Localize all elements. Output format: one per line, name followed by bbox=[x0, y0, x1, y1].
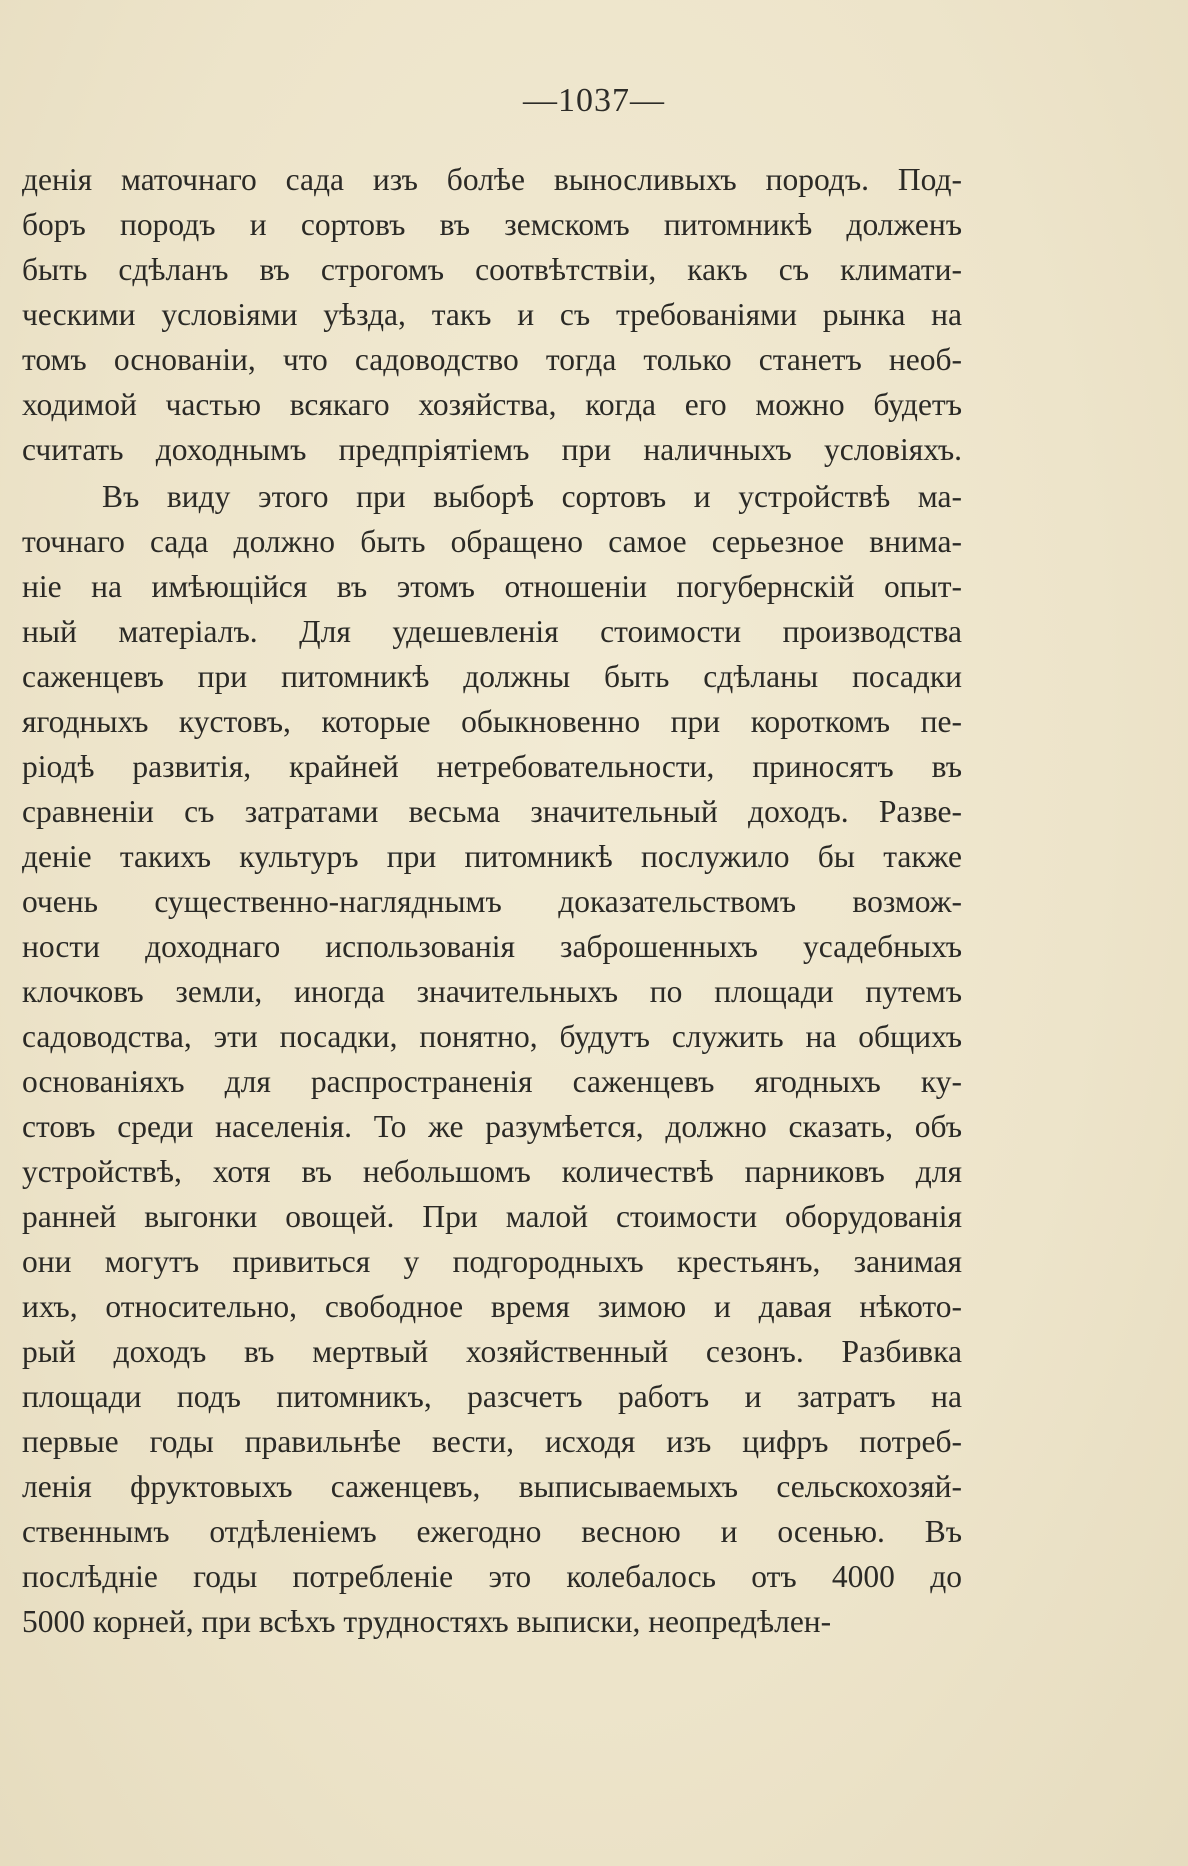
text-line: деніе такихъ культуръ при питомникѣ послужило бы также bbox=[22, 839, 962, 874]
text-line: ранней выгонки овощей. При малой стоимости оборудованія bbox=[22, 1199, 962, 1234]
text-line: ягодныхъ кустовъ, которые обыкновенно при короткомъ пе- bbox=[22, 704, 962, 739]
text-line: они могутъ привиться у подгородныхъ крестьянъ, занимая bbox=[22, 1244, 962, 1279]
text-line: ности доходнаго использованія заброшенныхъ усадебныхъ bbox=[22, 929, 962, 964]
text-line: клочковъ земли, иногда значительныхъ по площади путемъ bbox=[22, 974, 962, 1009]
paragraph-first-line: Въ виду этого при выборѣ сортовъ и устройствѣ ма- bbox=[102, 479, 962, 514]
text-line: садоводства, эти посадки, понятно, будутъ служить на общихъ bbox=[22, 1019, 962, 1054]
text-line: денія маточнаго сада изъ болѣе выносливыхъ породъ. Под- bbox=[22, 162, 962, 197]
text-line: ніе на имѣющійся въ этомъ отношеніи погубернскій опыт- bbox=[22, 569, 962, 604]
text-line: ріодѣ развитія, крайней нетребовательности, приносятъ въ bbox=[22, 749, 962, 784]
text-line: основаніяхъ для распространенія саженцевъ ягодныхъ ку- bbox=[22, 1064, 962, 1099]
text-line: считать доходнымъ предпріятіемъ при наличныхъ условіяхъ. bbox=[22, 432, 962, 467]
text-line: очень существенно-нагляднымъ доказательствомъ возмож- bbox=[22, 884, 962, 919]
text-line: первые годы правильнѣе вести, исходя изъ цифръ потреб- bbox=[22, 1424, 962, 1459]
text-line: рый доходъ въ мертвый хозяйственный сезонъ. Разбивка bbox=[22, 1334, 962, 1369]
text-line: ленія фруктовыхъ саженцевъ, выписываемыхъ сельскохозяй- bbox=[22, 1469, 962, 1504]
text-line: саженцевъ при питомникѣ должны быть сдѣланы посадки bbox=[22, 659, 962, 694]
text-line: площади подъ питомникъ, разсчетъ работъ и затратъ на bbox=[22, 1379, 962, 1414]
text-line: ный матеріалъ. Для удешевленія стоимости производства bbox=[22, 614, 962, 649]
text-line: боръ породъ и сортовъ въ земскомъ питомникѣ долженъ bbox=[22, 207, 962, 242]
text-line: ческими условіями уѣзда, такъ и съ требованіями рынка на bbox=[22, 297, 962, 332]
text-line: 5000 корней, при всѣхъ трудностяхъ выписки, неопредѣлен- bbox=[22, 1604, 832, 1639]
text-line: послѣдніе годы потребленіе это колебалось отъ 4000 до bbox=[22, 1559, 962, 1594]
text-line: ходимой частью всякаго хозяйства, когда его можно будетъ bbox=[22, 387, 962, 422]
body-text bbox=[22, 157, 962, 1644]
text-line: устройствѣ, хотя въ небольшомъ количествѣ парниковъ для bbox=[22, 1154, 962, 1189]
text-line: быть сдѣланъ въ строгомъ соотвѣтствіи, какъ съ климати- bbox=[22, 252, 962, 287]
text-line: томъ основаніи, что садоводство тогда только станетъ необ- bbox=[22, 342, 962, 377]
text-line: стовъ среди населенія. То же разумѣется, должно сказать, объ bbox=[22, 1109, 962, 1144]
text-line: сравненіи съ затратами весьма значительный доходъ. Разве- bbox=[22, 794, 962, 829]
text-line: ихъ, относительно, свободное время зимою и давая нѣкото- bbox=[22, 1289, 962, 1324]
page-number: —1037— bbox=[523, 82, 665, 119]
text-line: ственнымъ отдѣленіемъ ежегодно весною и осенью. Въ bbox=[22, 1514, 962, 1549]
text-line: точнаго сада должно быть обращено самое серьезное внима- bbox=[22, 524, 962, 559]
